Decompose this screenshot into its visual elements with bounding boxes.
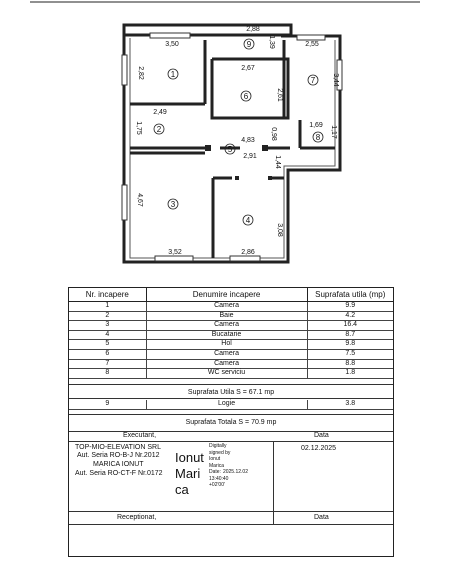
authorization-1: Aut. Seria RO-B-J Nr.2012 [77,452,160,459]
dim-1-44: 1,44 [274,155,281,169]
dim-2-82: 2,82 [137,66,144,80]
divider [69,384,393,385]
dim-3-50: 3,50 [165,41,179,48]
dim-2-61: 2,61 [276,88,283,102]
table-row [69,312,393,322]
table-row [69,369,393,379]
svg-text:8: 8 [315,133,321,142]
outer-walls [124,25,340,262]
sig-detail: Date: [209,469,221,475]
cell-name: Hol [147,340,308,349]
divider [69,431,393,432]
dim-1-17: 1,17 [330,125,337,139]
table-row [69,360,393,370]
table-row [69,302,393,312]
cell-area: 9.8 [345,340,356,348]
dim-2-86: 2,86 [241,249,255,256]
dim-2-49: 2,49 [153,109,167,116]
svg-text:1: 1 [170,70,176,79]
room-9-marker [244,39,254,49]
dim-3-52: 3,52 [168,249,182,256]
header-area: Suprafata utila (mp) [315,290,386,299]
cell-name: Camera [147,350,308,359]
table-row [69,340,393,350]
dim-4-67: 4,67 [136,193,143,207]
sig-detail: Marica [209,462,225,469]
sig-detail: 13:40:40 [209,475,229,482]
dim-4-83: 4,83 [241,137,255,144]
authorization-2: Aut. Seria RO-CT-F Nr.0172 [75,470,163,477]
svg-text:7: 7 [310,76,316,85]
cell-nr: 5 [69,340,147,349]
svg-text:2: 2 [156,125,162,134]
divider [69,524,393,525]
cell-area: 8.8 [345,359,356,367]
date-value: 02.12.2025 [301,445,337,452]
table-row-logie [69,400,393,410]
room-3-marker [168,199,178,209]
cell-area: 3.8 [345,400,356,407]
svg-text:6: 6 [243,92,249,101]
svg-text:4: 4 [245,216,251,225]
cell-nr: 6 [69,350,147,359]
divider [69,511,393,512]
divider [69,441,393,442]
room-6-marker [241,91,251,101]
cell-nr: 9 [69,400,147,409]
room-area-table [68,287,394,557]
cell-area: 4.2 [345,311,356,319]
svg-text:9: 9 [246,40,252,49]
data-label-2: Data [314,514,329,521]
room-numbers [154,39,323,225]
table-row [69,321,393,331]
executant-label: Executant, [123,432,157,439]
header-name: Denumire incapere [147,288,308,301]
cell-nr: 7 [69,360,147,369]
dim-1-39: 1,39 [268,35,275,49]
dim-2-55: 2,55 [305,41,319,48]
cell-area: 16.4 [343,321,358,329]
cell-name: WC serviciu [147,369,308,378]
interior-walls [130,40,335,258]
digital-signature-name [175,450,204,498]
sig-line-2: Mari [175,466,201,481]
cell-nr: 8 [69,369,147,378]
dim-2-91: 2,91 [243,153,257,160]
divider [69,398,393,399]
sig-detail: Ionut [209,456,221,462]
room-4-marker [243,215,253,225]
sig-line-3: ca [175,482,189,497]
table-header [69,288,393,302]
room-1-marker [168,69,178,79]
table-row [69,331,393,341]
sig-detail: 2025.12.02 [222,469,248,475]
dim-0-98: 0,98 [270,127,277,141]
svg-text:5: 5 [227,145,233,154]
sig-detail: +02'00' [209,482,225,488]
cell-area: 8.7 [345,330,356,338]
grand-total: Suprafata Totala S = 70.9 mp [185,419,277,426]
data-label: Data [314,432,329,439]
cell-name: Camera [147,360,308,369]
svg-text:3: 3 [170,200,176,209]
divider [69,414,393,415]
dim-1-69: 1,69 [309,122,323,129]
cell-name: Camera [147,302,308,311]
sig-detail: Digitally [209,443,227,449]
receptionat-label: Receptionat, [117,514,157,521]
table-row [69,350,393,360]
cell-name: Logie [147,400,308,409]
header-nr: Nr. incapere [69,288,147,301]
cell-name: Camera [147,321,308,330]
cell-area: 9.9 [345,302,356,309]
cell-name: Bucatarie [147,331,308,340]
useful-total: Suprafata Utila S = 67.1 mp [187,389,275,396]
dim-2-67: 2,67 [241,65,255,72]
sig-detail: signed by [209,449,231,456]
person-name: MARICA IONUT [93,461,144,468]
dim-3-44: 3,44 [332,73,339,87]
cell-area: 7.5 [345,350,356,357]
cell-area: 1.8 [345,369,356,377]
cell-name: Baie [147,312,308,321]
dim-2-88: 2,88 [246,26,260,33]
room-2-marker [154,124,164,134]
cell-nr: 2 [69,312,147,321]
sig-line-1: Ionut [175,450,204,465]
dim-1-75: 1,75 [135,121,142,135]
dim-3-08: 3,08 [276,223,283,237]
columns [205,145,272,180]
cell-nr: 1 [69,302,147,311]
room-7-marker [308,75,318,85]
room-8-marker [313,132,323,142]
cell-nr: 3 [69,321,147,330]
company-name: TOP-MIO-ELEVATION SRL [75,444,161,451]
digital-signature-details [209,443,248,489]
cell-nr: 4 [69,331,147,340]
